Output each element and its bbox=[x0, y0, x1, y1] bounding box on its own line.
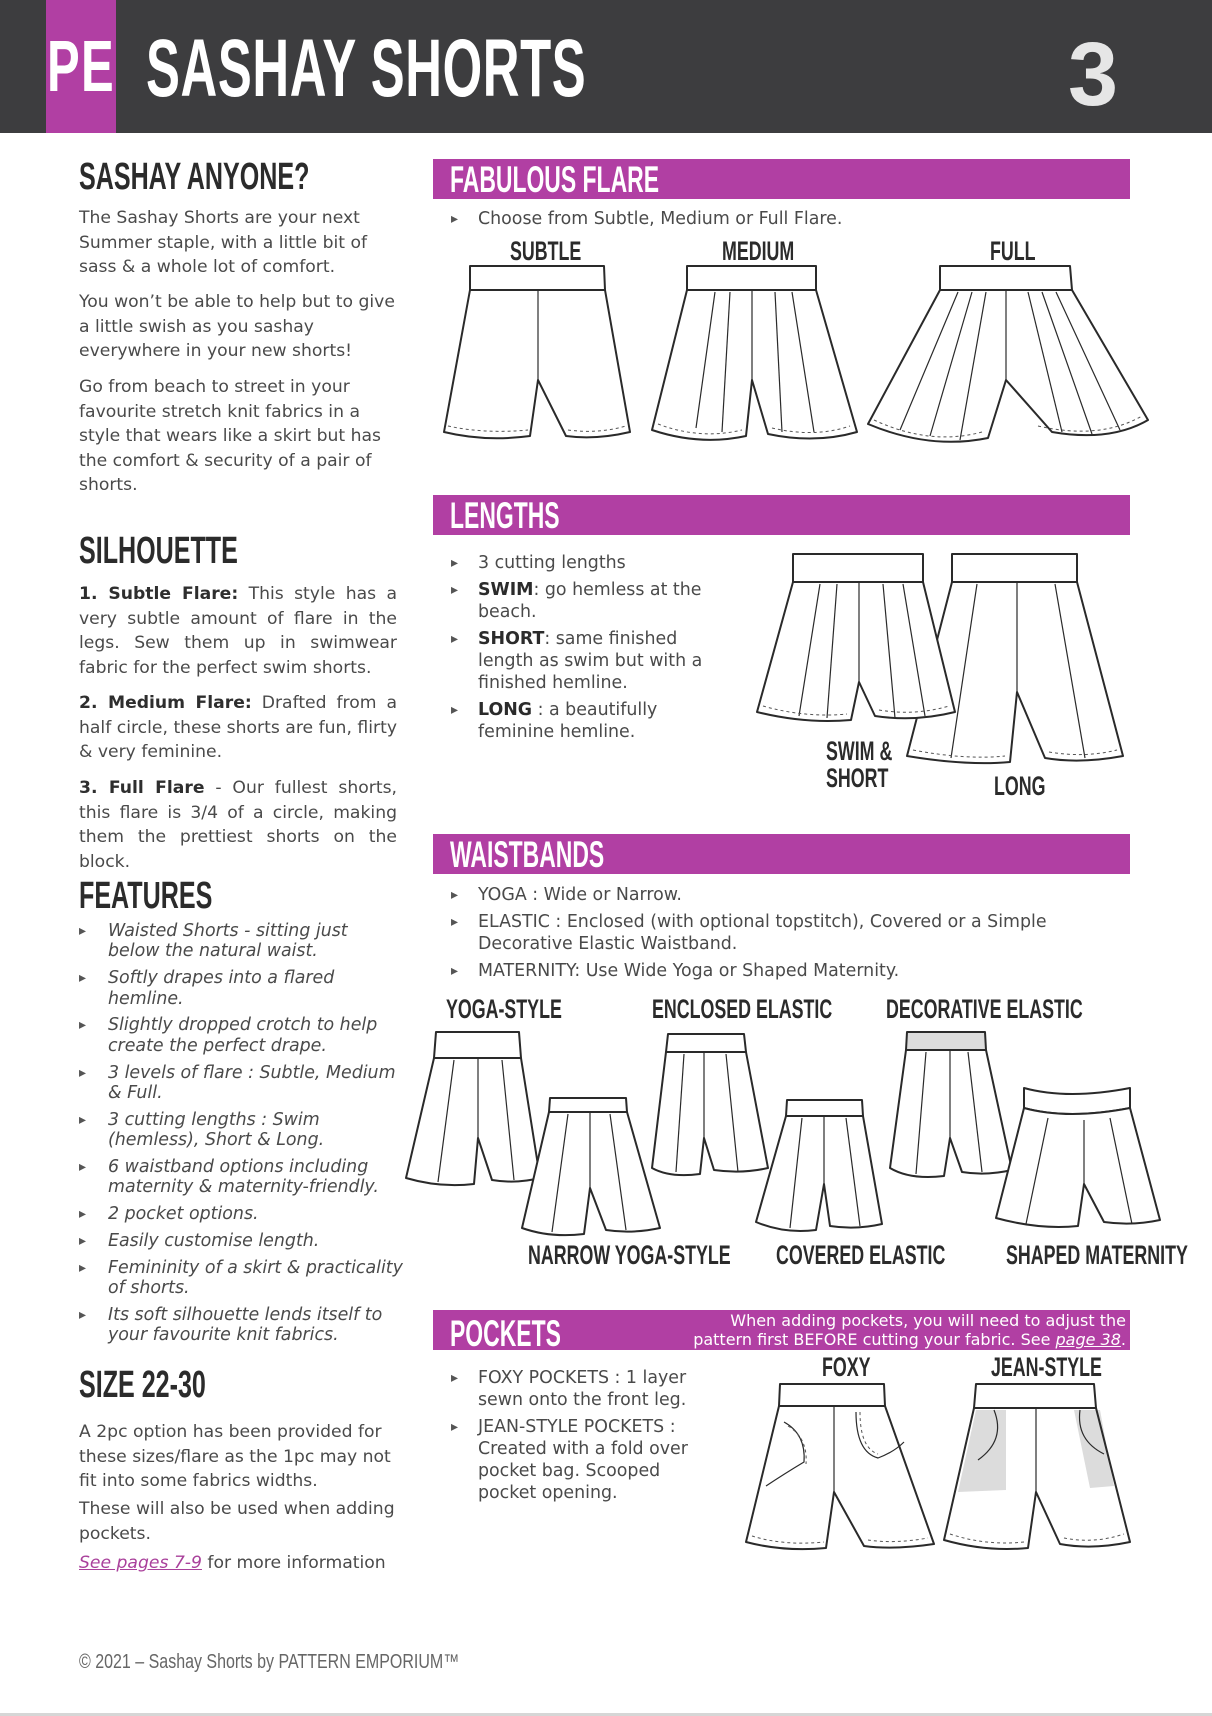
list-item: ▸ Softly drapes into a flared hemline. bbox=[79, 968, 404, 1009]
narrow-yoga-drawing bbox=[522, 1098, 660, 1235]
section-band-pockets bbox=[433, 1310, 1130, 1354]
label-narrow-yoga-style: NARROW YOGA-STYLE bbox=[528, 1240, 731, 1270]
lengths-illustration bbox=[755, 552, 1135, 772]
list-item: ▸ Slightly dropped crotch to help create the perfect drape. bbox=[79, 1015, 404, 1056]
subtle-shorts-drawing bbox=[444, 266, 630, 438]
full-shorts-drawing bbox=[868, 266, 1148, 442]
decorative-elastic-drawing bbox=[890, 1032, 1012, 1177]
list-item: ▸ MATERNITY: Use Wide Yoga or Shaped Maternity. bbox=[451, 960, 1091, 982]
section-band-waistbands bbox=[433, 834, 1130, 874]
list-item: ▸ YOGA : Wide or Narrow. bbox=[451, 884, 1091, 906]
features-heading: FEATURES bbox=[79, 875, 213, 917]
label-jean-style: JEAN-STYLE bbox=[991, 1352, 1102, 1382]
list-item: ▸ 2 pocket options. bbox=[79, 1204, 404, 1224]
pockets-note: When adding pockets, you will need to adjust the pattern first BEFORE cutting your fabric. See page 38. bbox=[693, 1311, 1126, 1349]
list-item: ▸ JEAN-STYLE POCKETS : Created with a fold over pocket bag. Scooped pocket opening. bbox=[451, 1416, 711, 1504]
label-shaped-maternity: SHAPED MATERNITY bbox=[1006, 1240, 1188, 1270]
flare-illustrations bbox=[430, 262, 1150, 462]
shaped-maternity-drawing bbox=[996, 1088, 1160, 1227]
section-band-lengths bbox=[433, 495, 1130, 535]
label-decorative-elastic: DECORATIVE ELASTIC bbox=[886, 994, 1083, 1024]
label-subtle: SUBTLE bbox=[510, 236, 582, 266]
section-title: FABULOUS FLARE bbox=[450, 159, 660, 200]
intro-heading: SASHAY ANYONE? bbox=[79, 156, 310, 198]
label-long: LONG bbox=[994, 771, 1046, 801]
list-item: ▸ Femininity of a skirt & practicality of shorts. bbox=[79, 1258, 404, 1299]
header-bar bbox=[0, 0, 1212, 133]
label-medium: MEDIUM bbox=[722, 236, 795, 266]
enclosed-elastic-drawing bbox=[652, 1034, 768, 1175]
page-title: SASHAY SHORTS bbox=[146, 23, 587, 114]
label-yoga-style: YOGA-STYLE bbox=[446, 994, 562, 1024]
section-title: POCKETS bbox=[450, 1313, 561, 1354]
list-item: ▸ SWIM: go hemless at the beach. bbox=[451, 579, 721, 623]
section-band-flare bbox=[433, 159, 1130, 199]
size-paragraph-2: These will also be used when adding pockets. bbox=[79, 1499, 395, 1544]
list-item: ▸ 3 cutting lengths bbox=[451, 552, 721, 574]
list-item: ▸ SHORT: same finished length as swim but with a finished hemline. bbox=[451, 628, 721, 694]
label-full: FULL bbox=[990, 236, 1036, 266]
list-item: ▸ ELASTIC : Enclosed (with optional topstitch), Covered or a Simple Decorative Elastic Waistband. bbox=[451, 911, 1091, 955]
waistbands-list bbox=[451, 884, 1091, 987]
label-swim-short: SWIM & SHORT bbox=[826, 736, 893, 793]
label-enclosed-elastic: ENCLOSED ELASTIC bbox=[652, 994, 833, 1024]
medium-shorts-drawing bbox=[652, 266, 857, 440]
waistband-illustrations bbox=[404, 1028, 1164, 1248]
silhouette-item-subtle: 1. Subtle Flare: This style has a very subtle amount of flare in the legs. Sew them up in swimwear fabric for the perfect swim shorts. bbox=[79, 584, 397, 678]
foxy-pocket-drawing bbox=[746, 1384, 934, 1549]
list-item: ▸ Easily customise length. bbox=[79, 1231, 404, 1251]
list-item: ▸ FOXY POCKETS : 1 layer sewn onto the front leg. bbox=[451, 1367, 711, 1411]
list-item: ▸ Its soft silhouette lends itself to your favourite knit fabrics. bbox=[79, 1305, 404, 1346]
list-item: ▸ 3 cutting lengths : Swim (hemless), Short & Long. bbox=[79, 1110, 404, 1151]
brand-badge: PE bbox=[46, 0, 116, 133]
footer-copyright: © 2021 – Sashay Shorts by PATTERN EMPORIUM™ bbox=[79, 1651, 460, 1673]
lengths-list bbox=[451, 552, 721, 748]
pages-link[interactable]: See pages 7-9 bbox=[79, 1553, 202, 1573]
list-item: ▸ Choose from Subtle, Medium or Full Flare. bbox=[451, 208, 1131, 230]
list-item: ▸ 6 waistband options including maternity & maternity-friendly. bbox=[79, 1157, 404, 1198]
jean-style-pocket-drawing bbox=[944, 1384, 1130, 1549]
features-list bbox=[79, 921, 404, 1352]
size-paragraph-1: A 2pc option has been provided for these sizes/flare as the 1pc may not fit into some fabrics widths. bbox=[79, 1422, 391, 1492]
intro-paragraph-2: You won’t be able to help but to give a little swish as you sashay everywhere in your new shorts! bbox=[79, 292, 395, 362]
label-covered-elastic: COVERED ELASTIC bbox=[776, 1240, 946, 1270]
silhouette-item-medium: 2. Medium Flare: Drafted from a half circle, these shorts are fun, flirty & very feminine. bbox=[79, 693, 397, 763]
list-item: ▸ LONG : a beautifully feminine hemline. bbox=[451, 699, 721, 743]
flare-list bbox=[451, 208, 1131, 235]
intro-paragraph-3: Go from beach to street in your favourite stretch knit fabrics in a style that wears like a skirt but has the comfort & security of a pair of shorts. bbox=[79, 377, 381, 496]
section-title: LENGTHS bbox=[450, 495, 560, 536]
silhouette-item-full: 3. Full Flare - Our fullest shorts, this flare is 3/4 of a circle, making them the prettiest shorts on the block. bbox=[79, 778, 397, 872]
intro-paragraph-1: The Sashay Shorts are your next Summer staple, with a little bit of sass & a whole lot of comfort. bbox=[79, 208, 368, 278]
pockets-illustrations bbox=[744, 1382, 1134, 1552]
swim-short-drawing bbox=[757, 554, 955, 721]
size-paragraph-3: See pages 7-9 for more information bbox=[79, 1553, 386, 1573]
list-item: ▸ Waisted Shorts - sitting just below the natural waist. bbox=[79, 921, 404, 962]
label-foxy: FOXY bbox=[822, 1352, 871, 1382]
page-number: 3 bbox=[1068, 25, 1119, 125]
yoga-style-drawing bbox=[406, 1032, 540, 1185]
silhouette-heading: SILHOUETTE bbox=[79, 530, 238, 572]
section-title: WAISTBANDS bbox=[450, 834, 605, 875]
pockets-list bbox=[451, 1367, 711, 1509]
list-item: ▸ 3 levels of flare : Subtle, Medium & Full. bbox=[79, 1063, 404, 1104]
covered-elastic-drawing bbox=[756, 1100, 882, 1231]
size-heading: SIZE 22-30 bbox=[79, 1364, 206, 1406]
page-link[interactable]: page 38 bbox=[1055, 1330, 1121, 1349]
